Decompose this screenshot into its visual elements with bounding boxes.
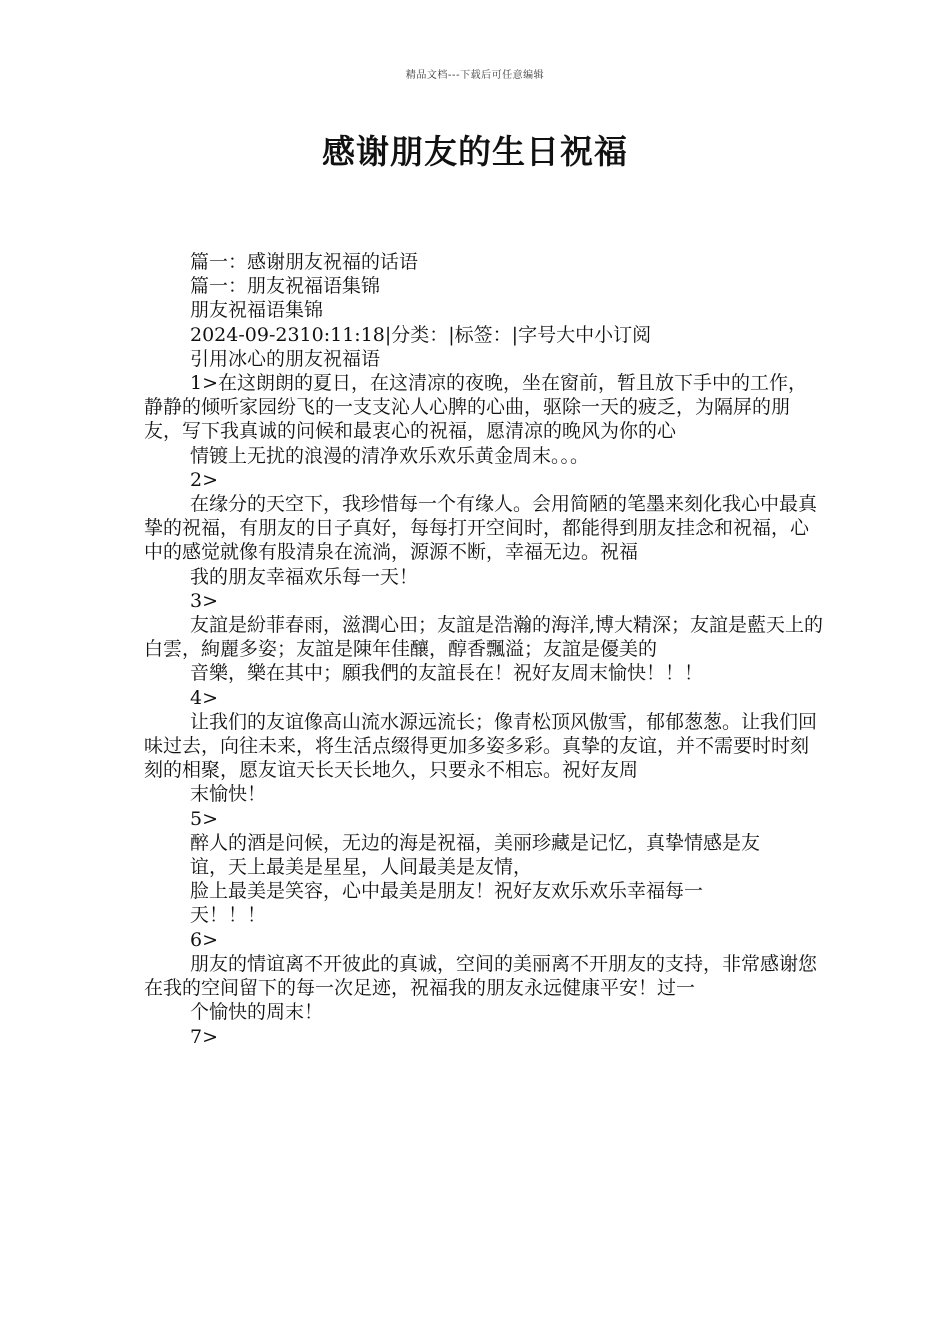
paragraph-number: 5> bbox=[190, 807, 219, 830]
page-title: 感谢朋友的生日祝福 bbox=[322, 132, 628, 171]
paragraph: 我的朋友幸福欢乐每一天！ bbox=[190, 565, 419, 588]
header-note: 精品文档---下载后可任意编辑 bbox=[405, 70, 545, 81]
text-line: 篇一：朋友祝福语集锦 bbox=[190, 275, 381, 298]
text-line: 朋友祝福语集锦 bbox=[190, 299, 324, 322]
paragraph: 1>在这朗朗的夏日，在这清凉的夜晚，坐在窗前，暂且放下手中的工作，静静的倾听家园纷飞的一支支沁人心脾的心曲，驱除一天的疲乏，为隔屏的朋友，写下我真诚的问候和最衷心的祝福，愿清凉的晚风为你的心 bbox=[144, 372, 808, 443]
paragraph: 音樂，樂在其中；願我們的友誼長在！祝好友周末愉快！！！ bbox=[190, 662, 704, 685]
document-body bbox=[144, 250, 824, 1049]
paragraph-number: 3> bbox=[190, 589, 219, 612]
paragraph: 脸上最美是笑容，心中最美是朋友！祝好友欢乐欢乐幸福每一 bbox=[190, 880, 704, 903]
paragraph: 情镀上无扰的浪漫的清净欢乐欢乐黄金周末。。。 bbox=[190, 444, 590, 467]
paragraph-number: 4> bbox=[190, 686, 219, 709]
paragraph: 醉人的酒是问候，无边的海是祝福，美丽珍藏是记忆，真挚情感是友 bbox=[190, 831, 761, 854]
paragraph-number: 6> bbox=[190, 928, 219, 951]
text-line: 引用冰心的朋友祝福语 bbox=[190, 347, 381, 370]
paragraph: 友誼是紛菲春雨，滋潤心田；友誼是浩瀚的海洋,博大精深；友誼是藍天上的白雲，絢麗多姿；友誼是陳年佳釀，醇香飄溢；友誼是優美的 bbox=[144, 614, 824, 661]
paragraph: 朋友的情谊离不开彼此的真诚，空间的美丽离不开朋友的支持，非常感谢您在我的空间留下的每一次足迹，祝福我的朋友永远健康平安！过一 bbox=[144, 952, 818, 1000]
paragraph: 在缘分的天空下，我珍惜每一个有缘人。会用简陋的笔墨来刻化我心中最真挚的祝福，有朋友的日子真好，每每打开空间时，都能得到朋友挂念和祝福，心中的感觉就像有股清泉在流淌，源源不断，幸福无边。祝福 bbox=[144, 493, 818, 564]
paragraph-number: 7> bbox=[190, 1025, 219, 1048]
text-line: 2024-09-2310:11:18|分类：|标签：|字号大中小订阅 bbox=[190, 323, 652, 346]
paragraph: 让我们的友谊像高山流水源远流长；像青松顶风傲雪，郁郁葱葱。让我们回味过去，向往未来，将生活点缀得更加多姿多彩。真挚的友谊，并不需要时时刻刻的相聚，愿友谊天长天长地久，只要永不相忘。祝好友周 bbox=[144, 710, 818, 782]
paragraph: 个愉快的周末！ bbox=[190, 1001, 324, 1024]
paragraph: 谊，天上最美是星星，人间最美是友情， bbox=[190, 856, 533, 879]
paragraph: 天！！！ bbox=[190, 904, 267, 927]
paragraph-number: 2> bbox=[190, 468, 219, 491]
paragraph: 末愉快！ bbox=[190, 783, 267, 806]
text-line: 篇一：感谢朋友祝福的话语 bbox=[190, 251, 419, 273]
